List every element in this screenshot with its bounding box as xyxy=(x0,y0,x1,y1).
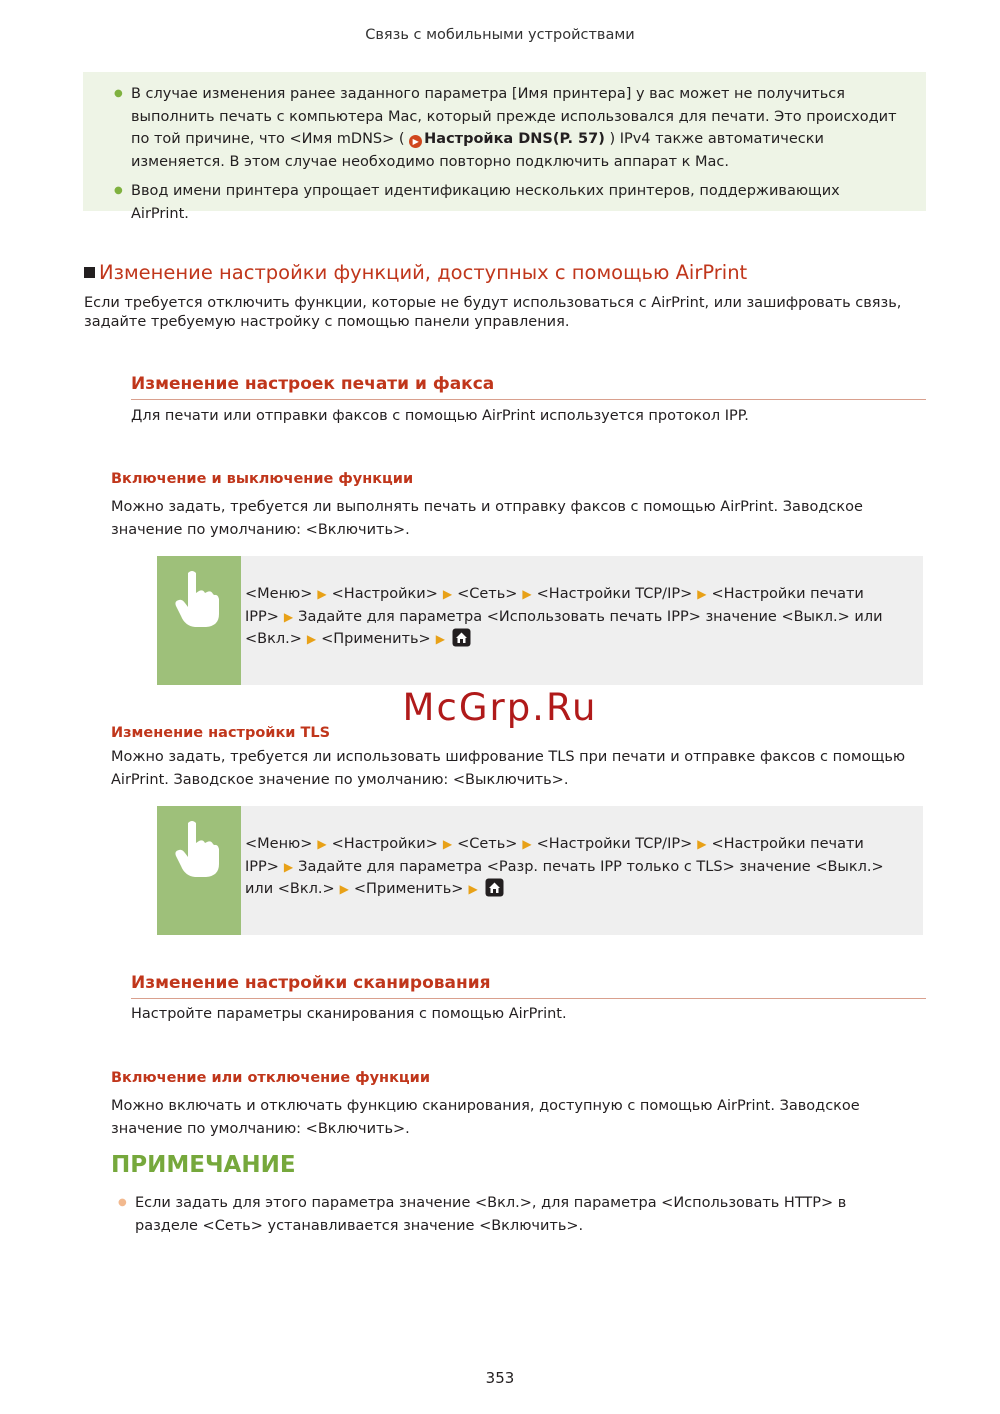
running-header: Связь с мобильными устройствами xyxy=(365,27,635,43)
caution-item-text: В случае изменения ранее заданного параметра [Имя принтера] у вас может не получиться выполнить печать с компьютера Mac, который прежде использовался для печати. Это происходит по той причине, что <Имя mDNS> ( xyxy=(131,86,897,148)
arrow-right-icon: ▶ xyxy=(339,882,349,897)
hand-pointer-icon xyxy=(171,818,221,880)
step-network: <Сеть> xyxy=(457,586,518,602)
scan-desc: Настройте параметры сканирования с помощью AirPrint. xyxy=(131,1006,567,1022)
arrow-right-icon: ▶ xyxy=(317,587,327,601)
note-heading: ПРИМЕЧАНИЕ xyxy=(111,1152,296,1178)
step-ipp: <Настройки печати IPP> xyxy=(245,586,864,625)
scan-enable-title: Включение или отключение функции xyxy=(111,1070,430,1086)
step-menu: <Меню> xyxy=(245,836,313,852)
print-fax-title: Изменение настроек печати и факса xyxy=(131,374,495,394)
note-item: ● Если задать для этого параметра значение <Вкл.>, для параметра <Использовать HTTP> в разделе <Сеть> устанавливается значение <Включить>. xyxy=(135,1192,905,1237)
step-apply: <Применить> xyxy=(353,881,464,898)
print-enable-desc: Можно задать, требуется ли выполнять печать и отправку факсов с помощью AirPrint. Заводское значение по умолчанию: <Включить>. xyxy=(111,499,863,538)
step-ipp: <Настройки печати IPP> xyxy=(245,836,864,875)
arrow-right-icon: ▶ xyxy=(522,837,532,851)
caution-item xyxy=(131,83,901,174)
arrow-right-icon: ▶ xyxy=(522,587,532,601)
dns-settings-link[interactable]: Настройка DNS(P. 57) xyxy=(424,131,605,148)
step-settings: <Настройки> xyxy=(331,836,438,852)
subsection-rule xyxy=(131,998,926,999)
step-network: <Сеть> xyxy=(457,836,518,852)
page-number: 353 xyxy=(485,1369,515,1387)
watermark: McGrp.Ru xyxy=(402,686,598,729)
scan-title: Изменение настройки сканирования xyxy=(131,973,491,993)
arrow-right-icon: ▶ xyxy=(697,837,707,851)
operation-steps xyxy=(245,583,905,651)
subsection-rule xyxy=(131,399,926,400)
caution-note-box xyxy=(83,72,926,222)
step-tcpip: <Настройки TCP/IP> xyxy=(536,836,693,852)
arrow-right-icon: ▶ xyxy=(283,609,294,624)
arrow-right-icon: ▶ xyxy=(306,632,317,647)
operation-strip xyxy=(157,806,241,935)
operation-steps-box xyxy=(157,556,923,685)
arrow-right-icon: ▶ xyxy=(317,837,327,851)
arrow-right-icon: ▶ xyxy=(442,587,453,601)
arrow-right-icon: ▶ xyxy=(697,587,707,601)
arrow-right-icon: ▶ xyxy=(283,859,294,874)
section-intro: Если требуется отключить функции, которые не будут использоваться с AirPrint, или зашифровать связь, задайте требуемую настройку с помощью панели управления. xyxy=(84,295,902,330)
home-key-icon xyxy=(452,628,471,647)
tls-desc: Можно задать, требуется ли использовать шифрование TLS при печати и отправке факсов с помощью AirPrint. Заводское значение по умолчанию: <Выключить>. xyxy=(111,749,906,788)
section-title: Изменение настройки функций, доступных с помощью AirPrint xyxy=(84,261,747,284)
step-menu: <Меню> xyxy=(245,586,313,602)
print-enable-title: Включение и выключение функции xyxy=(111,471,414,487)
tls-title: Изменение настройки TLS xyxy=(111,725,331,741)
operation-strip xyxy=(157,556,241,685)
link-arrow-icon[interactable]: ▶ xyxy=(409,135,422,148)
step-settings: <Настройки> xyxy=(331,586,438,602)
caution-item: ● Ввод имени принтера упрощает идентификацию нескольких принтеров, поддерживающих AirPrint. xyxy=(131,180,901,225)
scan-enable-desc: Можно включать и отключать функцию сканирования, доступную с помощью AirPrint. Заводское значение по умолчанию: <Включить>. xyxy=(111,1098,860,1137)
operation-steps xyxy=(245,833,905,901)
square-bullet-icon xyxy=(84,267,95,278)
arrow-right-icon: ▶ xyxy=(468,882,478,897)
step-apply: <Применить> xyxy=(321,631,431,648)
step-tcpip: <Настройки TCP/IP> xyxy=(536,586,693,602)
home-key-icon xyxy=(485,878,504,897)
arrow-right-icon: ▶ xyxy=(435,632,445,647)
operation-steps-box xyxy=(157,806,923,935)
print-fax-desc: Для печати или отправки факсов с помощью AirPrint используется протокол IPP. xyxy=(131,408,749,424)
step-set-value: Задайте для параметра <Использовать печать IPP> значение <Выкл.> или <Вкл.> xyxy=(245,608,883,648)
arrow-right-icon: ▶ xyxy=(442,837,453,851)
caution-item-text: ) IPv4 также автоматически изменяется. В этом случае необходимо повторно подключить аппарат к Mac. xyxy=(131,131,824,171)
step-set-value: Задайте для параметра <Разр. печать IPP только с TLS> значение <Выкл.> или <Вкл.> xyxy=(245,858,884,898)
hand-pointer-icon xyxy=(171,568,221,630)
